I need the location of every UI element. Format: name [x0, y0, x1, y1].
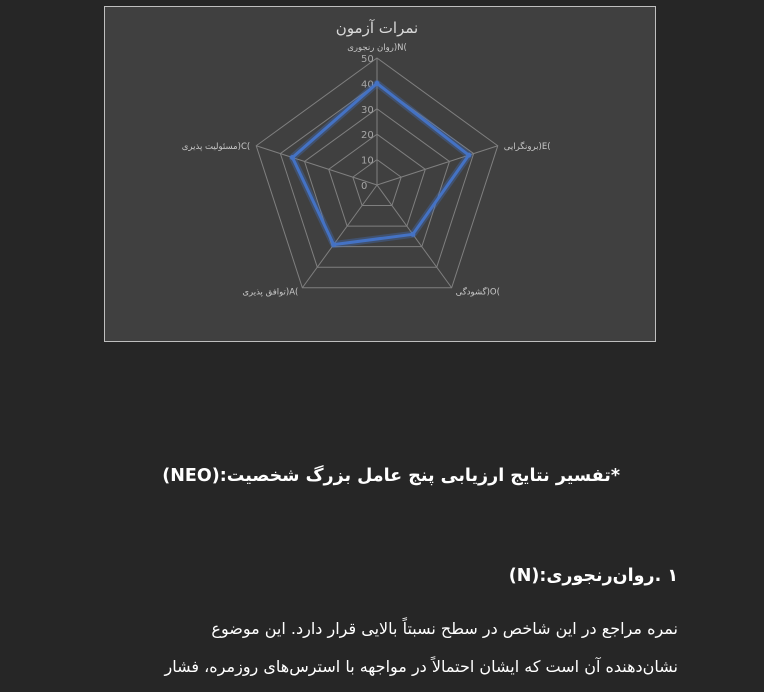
axis-label: توافق پذیری)A( [242, 287, 299, 298]
tick-label: 10 [361, 155, 374, 167]
axis-label: مسئولیت پذیری)C( [181, 141, 251, 152]
axis-label: گشودگی)O( [455, 287, 500, 298]
data-point[interactable] [410, 232, 415, 237]
grid-spoke [377, 146, 498, 185]
data-point[interactable] [375, 81, 380, 86]
data-point[interactable] [331, 242, 336, 247]
section-title-neuroticism: ١ .روان‌رنجوری:(N) [508, 566, 678, 586]
data-point[interactable] [290, 155, 295, 160]
grid-spoke [256, 146, 377, 185]
tick-label: 20 [361, 130, 374, 142]
axis-label: روان رنجوری)N( [347, 43, 407, 53]
axis-label: برونگرایی)E( [503, 141, 551, 152]
interpretation-heading: *تفسیر نتایج ارزیابی پنج عامل بزرگ شخصیت:(NEO) [162, 466, 620, 486]
radar-chart[interactable] [104, 6, 656, 342]
radar-series [290, 81, 471, 247]
tick-label: 40 [361, 79, 374, 91]
radar-chart-svg [105, 7, 657, 343]
tick-label: 50 [361, 54, 374, 65]
paragraph-line-2: نشان‌دهنده آن است که ایشان احتمالاً در مواجهه با استرس‌های روزمره، فشار [164, 657, 678, 676]
radar-grid [256, 58, 498, 288]
data-point[interactable] [466, 153, 471, 158]
tick-label: 0 [361, 181, 368, 192]
paragraph-line-1: نمره مراجع در این شاخص در سطح نسبتاً بالایی قرار دارد. این موضوع [211, 619, 678, 638]
chart-title: نمرات آزمون [335, 19, 419, 37]
radar-tick-labels [361, 54, 374, 192]
tick-label: 30 [361, 104, 374, 116]
